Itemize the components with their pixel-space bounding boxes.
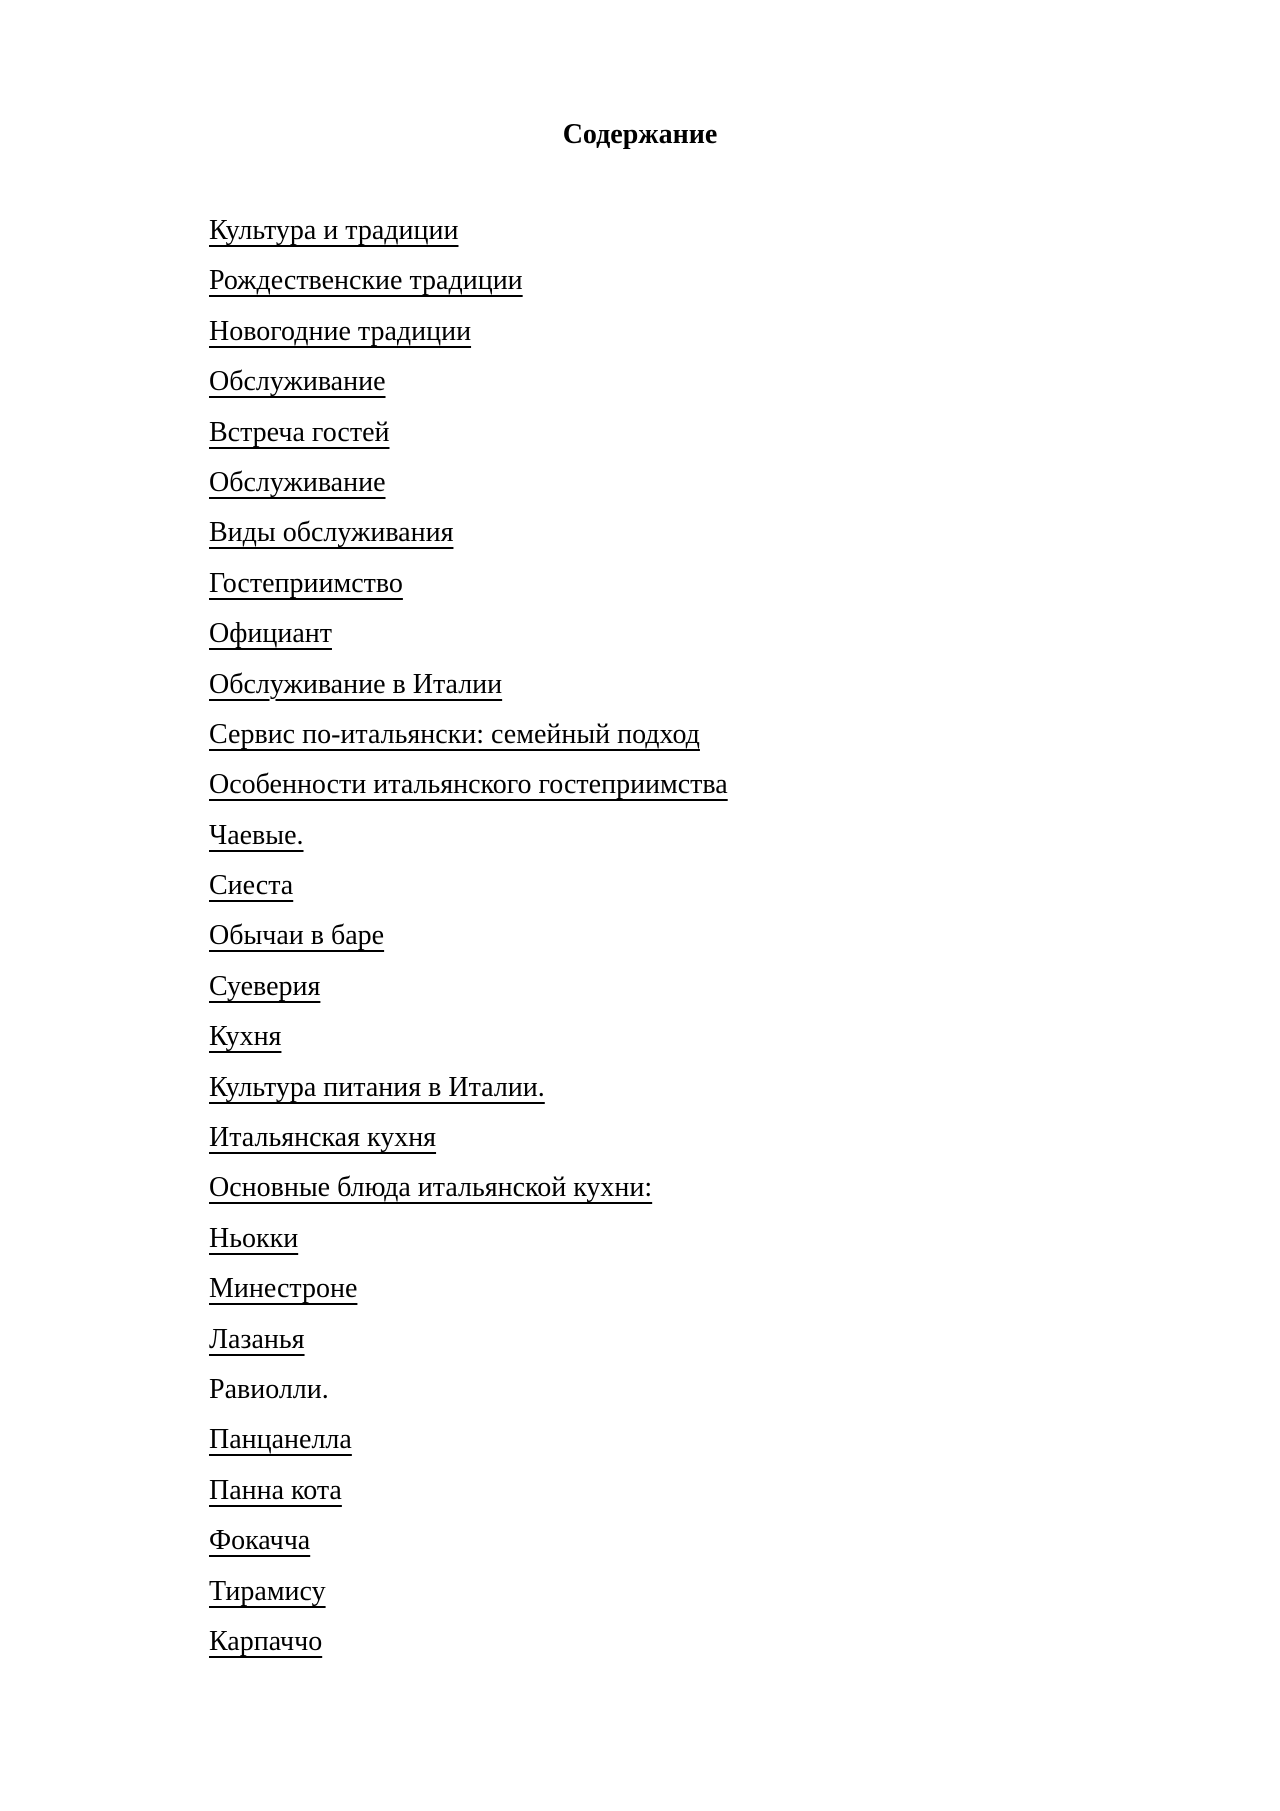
- toc-item: [209, 1272, 728, 1322]
- toc-item: [209, 315, 728, 365]
- toc-item: [209, 768, 728, 818]
- toc-link[interactable]: Тирамису: [209, 1575, 326, 1607]
- toc-item: [209, 1474, 728, 1524]
- toc-item: [209, 516, 728, 566]
- toc-link[interactable]: Лазанья: [209, 1323, 305, 1355]
- toc-link[interactable]: Ньокки: [209, 1222, 299, 1254]
- toc-item: [209, 1121, 728, 1171]
- toc-link[interactable]: Минестроне: [209, 1273, 358, 1305]
- toc-link[interactable]: Обычаи в баре: [209, 920, 385, 952]
- toc-item: [209, 1575, 728, 1625]
- toc-item: [209, 1524, 728, 1574]
- toc-item: [209, 365, 728, 415]
- toc-item: [209, 264, 728, 314]
- toc-link[interactable]: Обслуживание в Италии: [209, 668, 503, 700]
- toc-item: [209, 718, 728, 768]
- toc-item: [209, 970, 728, 1020]
- toc-item: [209, 1423, 728, 1473]
- page-title: Содержание: [562, 119, 718, 150]
- toc-item: [209, 617, 728, 667]
- toc-link[interactable]: Официант: [209, 618, 332, 650]
- toc-link[interactable]: Новогодние традиции: [209, 315, 472, 347]
- toc-link[interactable]: Панцанелла: [209, 1424, 352, 1456]
- toc-link[interactable]: Культура и традиции: [209, 215, 459, 246]
- toc-link[interactable]: Суеверия: [209, 970, 321, 1002]
- toc-link[interactable]: Обслуживание: [209, 466, 386, 498]
- toc-item: [209, 466, 728, 516]
- toc-link[interactable]: Гостеприимство: [209, 567, 403, 599]
- toc-link[interactable]: Особенности итальянского гостеприимства: [209, 769, 728, 801]
- toc-link[interactable]: Чаевые.: [209, 819, 304, 851]
- toc-link[interactable]: Панна кота: [209, 1474, 342, 1506]
- toc-item: [209, 567, 728, 617]
- toc-item: [209, 919, 728, 969]
- toc-link[interactable]: Кухня: [209, 1021, 282, 1053]
- toc-item: [209, 1020, 728, 1070]
- toc-item: [209, 214, 728, 264]
- toc-link[interactable]: Виды обслуживания: [209, 517, 454, 549]
- toc-link[interactable]: Обслуживание: [209, 366, 386, 398]
- toc-link[interactable]: Встреча гостей: [209, 416, 390, 448]
- toc-item: [209, 819, 728, 869]
- toc-link[interactable]: Сервис по-итальянски: семейный подход: [209, 718, 700, 750]
- toc-link[interactable]: Сиеста: [209, 870, 294, 902]
- toc-item: [209, 1171, 728, 1221]
- toc-item: [209, 869, 728, 919]
- toc-item: [209, 1222, 728, 1272]
- toc-item: [209, 1071, 728, 1121]
- toc-link[interactable]: Рождественские традиции: [209, 265, 523, 297]
- toc-item: [209, 1323, 728, 1373]
- toc-link[interactable]: Культура питания в Италии.: [209, 1071, 545, 1103]
- toc-item: [209, 1625, 728, 1675]
- toc-link[interactable]: Основные блюда итальянской кухни:: [209, 1172, 653, 1204]
- toc-item: [209, 416, 728, 466]
- toc-link[interactable]: Итальянская кухня: [209, 1122, 437, 1154]
- toc-list: [209, 214, 728, 1675]
- toc-text: Равиолли.: [209, 1373, 329, 1405]
- toc-link[interactable]: Фокачча: [209, 1525, 311, 1557]
- toc-item: [209, 1373, 728, 1423]
- toc-link[interactable]: Карпаччо: [209, 1625, 323, 1657]
- toc-item: [209, 668, 728, 718]
